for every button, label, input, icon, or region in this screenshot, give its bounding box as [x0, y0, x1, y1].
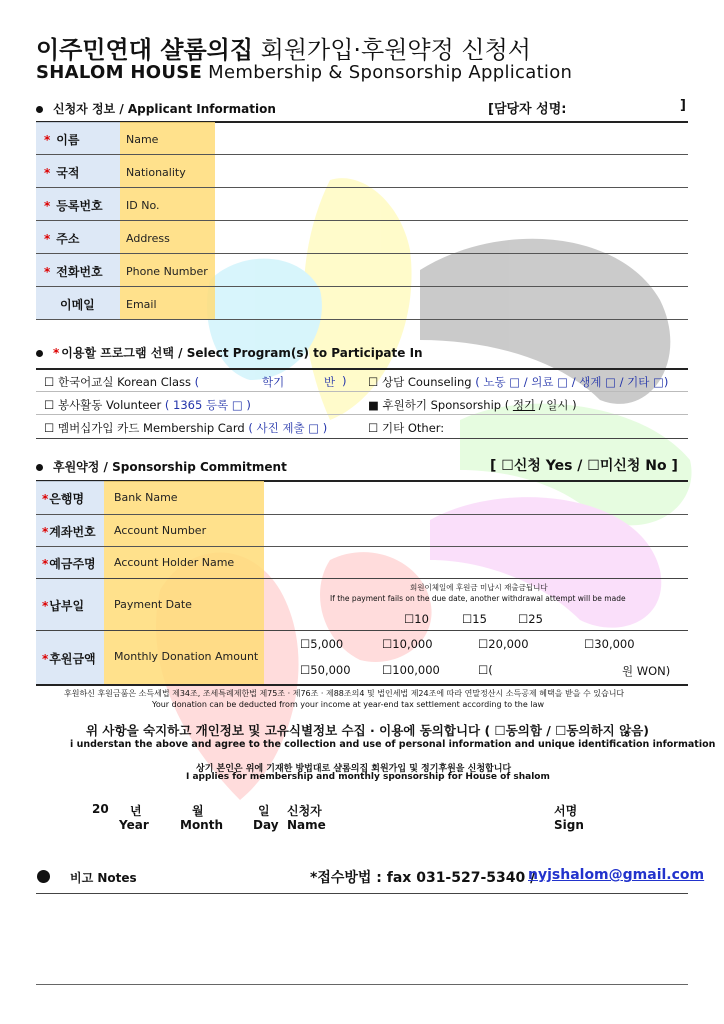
donation-amount-placeholder: Monthly Donation Amount: [114, 650, 259, 663]
apply-statement-en: I applies for membership and monthly sponsorship for House of shalom: [186, 772, 550, 782]
applicant-field-label: * 국적: [44, 166, 80, 180]
amount-custom[interactable]: ☐(: [478, 663, 493, 677]
applicant-field-input[interactable]: [216, 255, 686, 286]
org-name: 이주민연대 샬롬의집: [36, 36, 254, 64]
korean-class-checkbox[interactable]: ☐: [44, 375, 55, 389]
tax-note-en: Your donation can be deducted from your income at year-end tax settlement according to the law: [152, 700, 545, 709]
notes-label: 비고 Notes: [70, 871, 137, 885]
applicant-field-input[interactable]: [216, 288, 686, 319]
payment-day-label: *납부일: [42, 599, 85, 613]
form-subtitle: [36, 62, 572, 83]
notes-bullet-icon: [37, 866, 50, 885]
required-star: *: [44, 265, 51, 279]
month-ko: 월: [192, 804, 204, 818]
payment-day-placeholder: Payment Date: [114, 598, 192, 611]
required-star: *: [44, 166, 51, 180]
apply-statement-ko: 상기 본인은 위에 기재한 방법대로 샬롬의집 회원가입 및 정기후원을 신청합니다: [196, 764, 512, 774]
amount-5000[interactable]: ☐5,000: [300, 637, 344, 651]
year-ko: 년: [130, 804, 142, 818]
required-star: *: [44, 199, 51, 213]
applicant-section-title: 신청자 정보 / Applicant Information: [36, 100, 276, 117]
payment-note-en: If the payment fails on the due date, another withdrawal attempt will be made: [330, 594, 626, 603]
sponsor-field-label: *예금주명: [42, 557, 96, 571]
amount-50000[interactable]: ☐50,000: [300, 663, 351, 677]
applicant-field-placeholder: Name: [126, 133, 159, 146]
volunteer-checkbox[interactable]: ☐: [44, 398, 55, 412]
applicant-field-input[interactable]: [216, 123, 686, 154]
korean-class-class: 반: [324, 375, 336, 389]
sponsor-field-placeholder: Account Holder Name: [114, 556, 235, 569]
applicant-field-placeholder: Nationality: [126, 166, 186, 179]
sponsorship-regular[interactable]: 정기: [512, 398, 536, 412]
other-label: 기타 Other:: [381, 421, 445, 435]
required-star: *: [42, 557, 49, 571]
amount-100000[interactable]: ☐100,000: [382, 663, 440, 677]
day-en: Day: [253, 818, 279, 832]
applicant-field-label: * 등록번호: [44, 199, 103, 213]
amount-10000[interactable]: ☐10,000: [382, 637, 433, 651]
amount-30000[interactable]: ☐30,000: [584, 637, 635, 651]
counseling-label: 상담 Counseling: [381, 375, 472, 389]
sponsorship-option[interactable]: ■ 후원하기 Sponsorship ( 정기 / 일시 ): [368, 398, 577, 412]
applicant-field-placeholder: Address: [126, 232, 170, 245]
year-prefix: 20: [92, 802, 109, 816]
membership-card-checkbox[interactable]: ☐: [44, 421, 55, 435]
korean-class-term: 학기: [262, 375, 285, 389]
contact-email-link[interactable]: nyjshalom@gmail.com: [528, 867, 705, 883]
month-en: Month: [180, 818, 224, 832]
program-section-title: * 이용할 프로그램 선택 / Select Program(s) to Participate In: [36, 344, 423, 361]
donation-amount-label: *후원금액: [42, 652, 96, 666]
sign-en: Sign: [554, 818, 584, 832]
applicant-field-placeholder: ID No.: [126, 199, 160, 212]
applicant-field-placeholder: Email: [126, 298, 157, 311]
korean-class-close: ): [342, 374, 347, 388]
required-star: *: [44, 232, 51, 246]
sponsor-field-input[interactable]: [266, 515, 686, 546]
payment-day-10[interactable]: ☐10: [404, 612, 429, 626]
required-star: *: [42, 492, 49, 506]
amount-20000[interactable]: ☐20,000: [478, 637, 529, 651]
payment-note-ko: 회원이체일에 후원금 미납시 재출금됩니다: [410, 583, 548, 592]
day-ko: 일: [258, 804, 270, 818]
korean-class-label: 한국어교실 Korean Class: [57, 375, 191, 389]
other-option[interactable]: [368, 420, 444, 436]
payment-day-15[interactable]: ☐15: [462, 612, 487, 626]
bullet-icon: [36, 464, 43, 471]
consent-statement-ko[interactable]: 위 사항을 숙지하고 개인정보 및 고유식별정보 수집 · 이용에 동의합니다 ( ☐동의함 / ☐동의하지 않음): [86, 723, 649, 738]
applicant-field-placeholder: Phone Number: [126, 265, 208, 278]
bullet-icon: [36, 106, 43, 113]
manager-name-label: [담당자 성명:: [488, 102, 567, 117]
volunteer-label: 봉사활동 Volunteer: [57, 398, 162, 412]
sign-ko: 서명: [554, 804, 578, 818]
applicant-field-input[interactable]: [216, 156, 686, 187]
bullet-icon: [36, 350, 43, 357]
applicant-field-label: * 이름: [44, 133, 80, 147]
sponsor-field-label: *계좌번호: [42, 524, 96, 539]
sponsor-field-input[interactable]: [266, 482, 686, 513]
form-name: 회원가입·후원약정 신청서: [260, 36, 531, 64]
year-en: Year: [119, 818, 149, 832]
applicant-field-label: * 전화번호: [44, 265, 103, 279]
consent-statement-en: i understan the above and agree to the collection and use of personal information and unique identification information: [70, 739, 716, 750]
membership-card-label: 멤버십가입 카드 Membership Card: [57, 421, 245, 435]
form-name-en: Membership & Sponsorship Application: [208, 62, 573, 83]
applicant-field-label: * 주소: [44, 232, 80, 246]
submission-method: *접수방법 : fax 031-527-5340 /: [310, 870, 536, 886]
applicant-name-ko: 신청자: [287, 804, 322, 818]
sponsorship-checkbox[interactable]: ■: [368, 398, 379, 412]
counseling-option[interactable]: ☐ 상담 Counseling ( 노동 □ / 의료 □ / 생계 □ / 기타 □): [368, 375, 669, 389]
sponsorship-apply-choice[interactable]: [ ☐신청 Yes / ☐미신청 No ]: [490, 458, 678, 474]
org-name-en: SHALOM HOUSE: [36, 62, 203, 83]
other-checkbox[interactable]: ☐: [368, 421, 379, 435]
applicant-field-input[interactable]: [216, 222, 686, 253]
form-title: [36, 30, 531, 65]
manager-name-close: ]: [680, 98, 686, 113]
amount-custom-unit: 원 WON): [622, 664, 671, 678]
required-star: *: [44, 133, 51, 147]
payment-day-25[interactable]: ☐25: [518, 612, 543, 626]
applicant-field-input[interactable]: [216, 189, 686, 220]
counseling-checkbox[interactable]: ☐: [368, 375, 379, 389]
required-star: *: [42, 524, 49, 539]
membership-card-option[interactable]: ☐ 멤버십가입 카드 Membership Card ( 사진 제출 □ ): [44, 421, 328, 435]
applicant-field-label: 이메일: [60, 298, 95, 312]
tax-note-ko: 후원하신 후원금품은 소득세법 제34조, 조세특례제한법 제75조 · 제76조 · 제88조의4 및 법인세법 제24조에 따라 연말정산시 소득공제 혜택을 받을 수 있습니다: [64, 689, 625, 698]
sponsor-field-placeholder: Account Number: [114, 523, 207, 537]
sponsor-field-label: *은행명: [42, 492, 85, 506]
sponsorship-label: 후원하기 Sponsorship (: [382, 398, 510, 412]
volunteer-option[interactable]: ☐ 봉사활동 Volunteer ( 1365 등록 □ ): [44, 398, 251, 412]
sponsor-field-input[interactable]: [266, 547, 686, 578]
sponsorship-section-title: 후원약정 / Sponsorship Commitment: [36, 458, 287, 475]
applicant-name-en: Name: [287, 818, 326, 832]
sponsor-field-placeholder: Bank Name: [114, 491, 178, 504]
korean-class-option[interactable]: ☐ 한국어교실 Korean Class (: [44, 375, 200, 389]
